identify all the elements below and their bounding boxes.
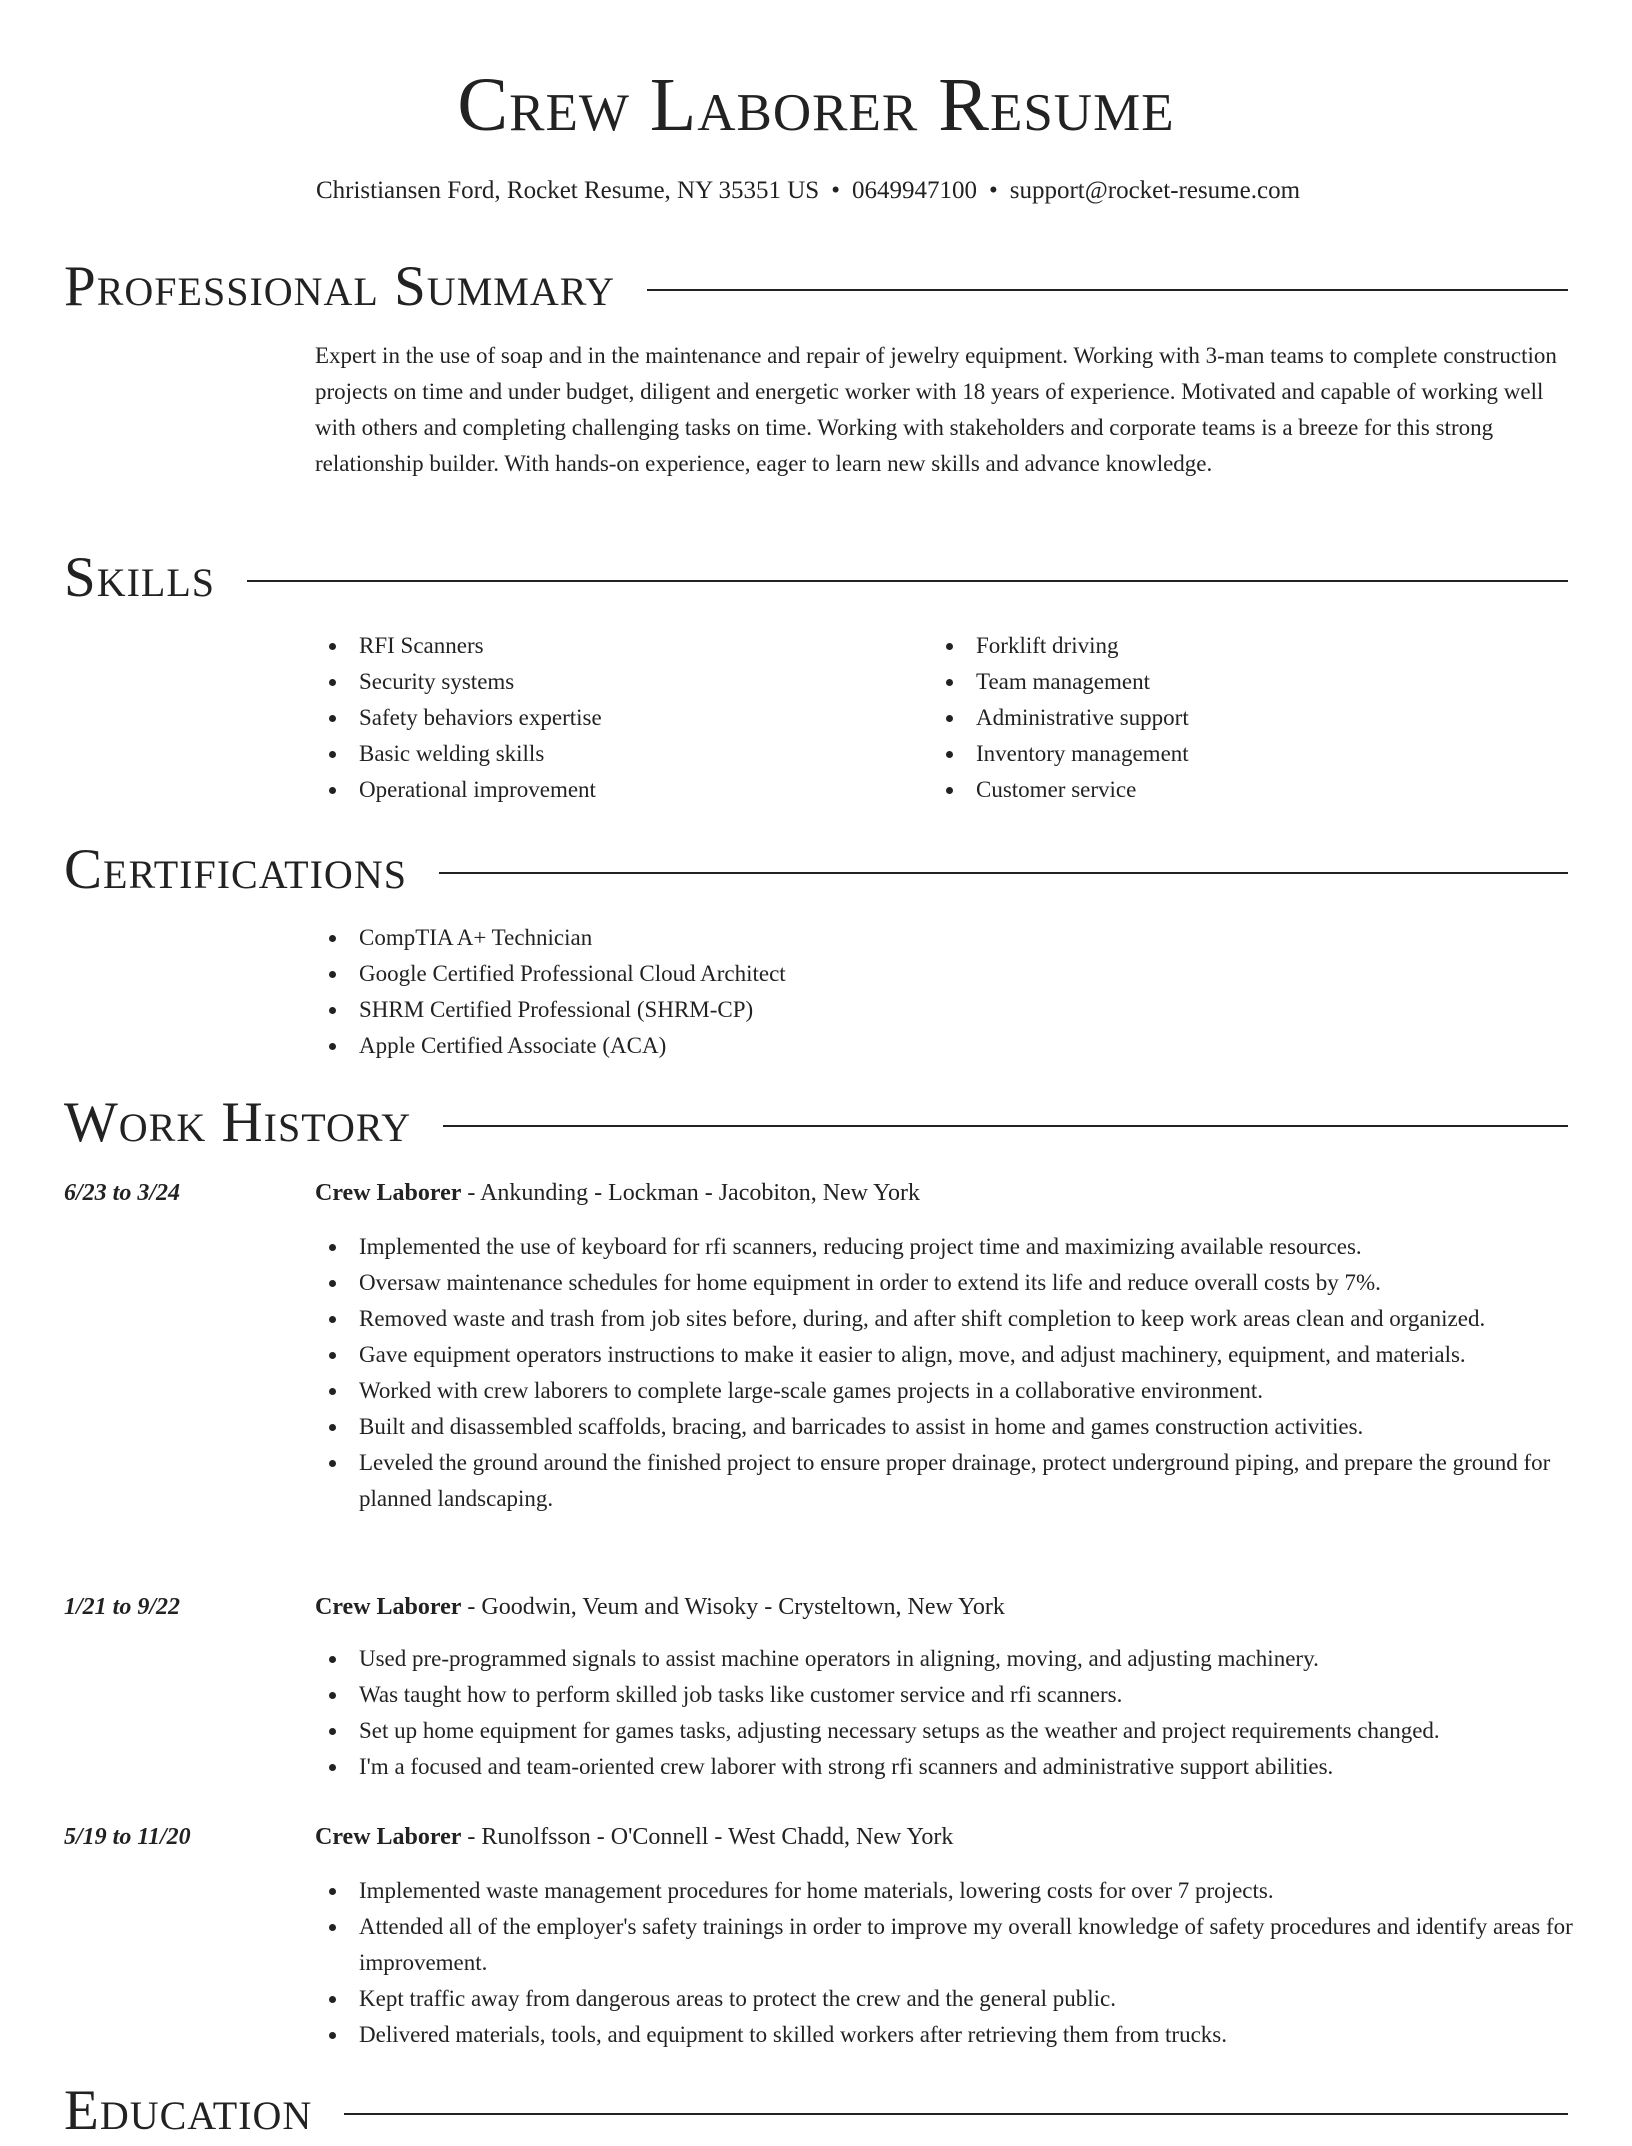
skill-item: Team management bbox=[932, 664, 1532, 700]
certification-item: Google Certified Professional Cloud Architect bbox=[315, 956, 1575, 992]
section-title-education: Education bbox=[64, 2079, 313, 2142]
job-bullet: Used pre-programmed signals to assist machine operators in aligning, moving, and adjusting machinery. bbox=[315, 1641, 1576, 1677]
skills-section-header bbox=[64, 543, 1568, 613]
job-employer: - Runolfsson - O'Connell - West Chadd, New York bbox=[461, 1824, 954, 1850]
skill-item: RFI Scanners bbox=[315, 628, 915, 664]
job-bullet: Attended all of the employer's safety trainings in order to improve my overall knowledge of safety procedures and identify areas for improvement. bbox=[315, 1909, 1576, 1981]
education-section-header bbox=[64, 2076, 1568, 2146]
job-bullet: Implemented the use of keyboard for rfi scanners, reducing project time and maximizing available resources. bbox=[315, 1229, 1576, 1265]
skill-item: Basic welding skills bbox=[315, 736, 915, 772]
job-dates: 1/21 to 9/22 bbox=[64, 1594, 181, 1620]
job-headline bbox=[315, 1175, 920, 1211]
job-bullet: Set up home equipment for games tasks, adjusting necessary setups as the weather and project requirements changed. bbox=[315, 1713, 1576, 1749]
job-dates: 5/19 to 11/20 bbox=[64, 1824, 191, 1850]
job-bullet: Leveled the ground around the finished project to ensure proper drainage, protect underground piping, and prepare the ground for planned landscaping. bbox=[315, 1445, 1576, 1517]
job-bullet: Removed waste and trash from job sites before, during, and after shift completion to keep work areas clean and organized. bbox=[315, 1301, 1576, 1337]
certifications-section-header bbox=[64, 835, 1568, 905]
job-bullet: Implemented waste management procedures for home materials, lowering costs for over 7 projects. bbox=[315, 1873, 1576, 1909]
job-headline bbox=[315, 1819, 953, 1855]
skill-item: Security systems bbox=[315, 664, 915, 700]
section-divider bbox=[647, 289, 1568, 291]
certification-item: Apple Certified Associate (ACA) bbox=[315, 1028, 1575, 1064]
job-bullet: Oversaw maintenance schedules for home equipment in order to extend its life and reduce overall costs by 7%. bbox=[315, 1265, 1576, 1301]
skill-item: Operational improvement bbox=[315, 772, 915, 808]
contact-address: Christiansen Ford, Rocket Resume, NY 35351 US bbox=[315, 177, 820, 204]
job-title: Crew Laborer bbox=[315, 1180, 462, 1206]
job-employer: - Goodwin, Veum and Wisoky - Crysteltown, New York bbox=[461, 1594, 1005, 1620]
section-divider bbox=[439, 872, 1568, 874]
job-bullet: Delivered materials, tools, and equipment to skilled workers after retrieving them from trucks. bbox=[315, 2017, 1576, 2053]
skill-item: Administrative support bbox=[932, 700, 1532, 736]
contact-email[interactable]: support@rocket-resume.com bbox=[1009, 177, 1301, 204]
job-bullet: Kept traffic away from dangerous areas to protect the crew and the general public. bbox=[315, 1981, 1576, 2017]
job-bullet: I'm a focused and team-oriented crew laborer with strong rfi scanners and administrative support abilities. bbox=[315, 1749, 1576, 1785]
job-title: Crew Laborer bbox=[315, 1824, 462, 1850]
skill-item: Customer service bbox=[932, 772, 1532, 808]
summary-text: Expert in the use of soap and in the maintenance and repair of jewelry equipment. Working with 3-man teams to complete construction projects on time and under budget, diligent and energetic worker with 18 years of experience. Motivated and capable of working well with others and completing challenging tasks on time. Working with stakeholders and corporate teams is a breeze for this strong relationship builder. With hands-on experience, eager to learn new skills and advance knowledge. bbox=[315, 343, 1557, 476]
certification-item: CompTIA A+ Technician bbox=[315, 920, 1575, 956]
job-dates: 6/23 to 3/24 bbox=[64, 1180, 181, 1206]
skill-item: Inventory management bbox=[932, 736, 1532, 772]
summary-section-header bbox=[64, 252, 1568, 322]
job-bullet: Was taught how to perform skilled job tasks like customer service and rfi scanners. bbox=[315, 1677, 1576, 1713]
contact-phone: 0649947100 bbox=[851, 177, 977, 204]
contact-separator: • bbox=[831, 177, 840, 204]
skills-column-right bbox=[932, 628, 1532, 808]
skill-item: Forklift driving bbox=[932, 628, 1532, 664]
job-bullets bbox=[315, 1641, 1576, 1785]
job-bullets bbox=[315, 1873, 1576, 2053]
contact-line bbox=[0, 174, 1616, 208]
section-title-work-history: Work History bbox=[64, 1091, 412, 1154]
job-headline bbox=[315, 1589, 1005, 1625]
skill-item: Safety behaviors expertise bbox=[315, 700, 915, 736]
section-title-summary: Professional Summary bbox=[64, 255, 616, 318]
contact-separator: • bbox=[988, 177, 998, 204]
certification-item: SHRM Certified Professional (SHRM-CP) bbox=[315, 992, 1575, 1028]
section-divider bbox=[443, 1125, 1568, 1127]
job-bullet: Built and disassembled scaffolds, bracing, and barricades to assist in home and games construction activities. bbox=[315, 1409, 1576, 1445]
job-bullets bbox=[315, 1229, 1576, 1517]
job-title: Crew Laborer bbox=[315, 1594, 462, 1620]
job-employer: - Ankunding - Lockman - Jacobiton, New York bbox=[461, 1180, 921, 1206]
section-title-skills: Skills bbox=[64, 546, 216, 609]
resume-title: Crew Laborer Resume bbox=[457, 63, 1175, 147]
section-divider bbox=[247, 580, 1568, 582]
skills-column-left bbox=[315, 628, 915, 808]
section-divider bbox=[344, 2113, 1568, 2115]
work-history-section-header bbox=[64, 1088, 1568, 1158]
job-bullet: Gave equipment operators instructions to make it easier to align, move, and adjust machinery, equipment, and materials. bbox=[315, 1337, 1576, 1373]
job-bullet: Worked with crew laborers to complete large-scale games projects in a collaborative environment. bbox=[315, 1373, 1576, 1409]
certifications-list bbox=[315, 920, 1575, 1064]
section-title-certifications: Certifications bbox=[64, 838, 407, 901]
